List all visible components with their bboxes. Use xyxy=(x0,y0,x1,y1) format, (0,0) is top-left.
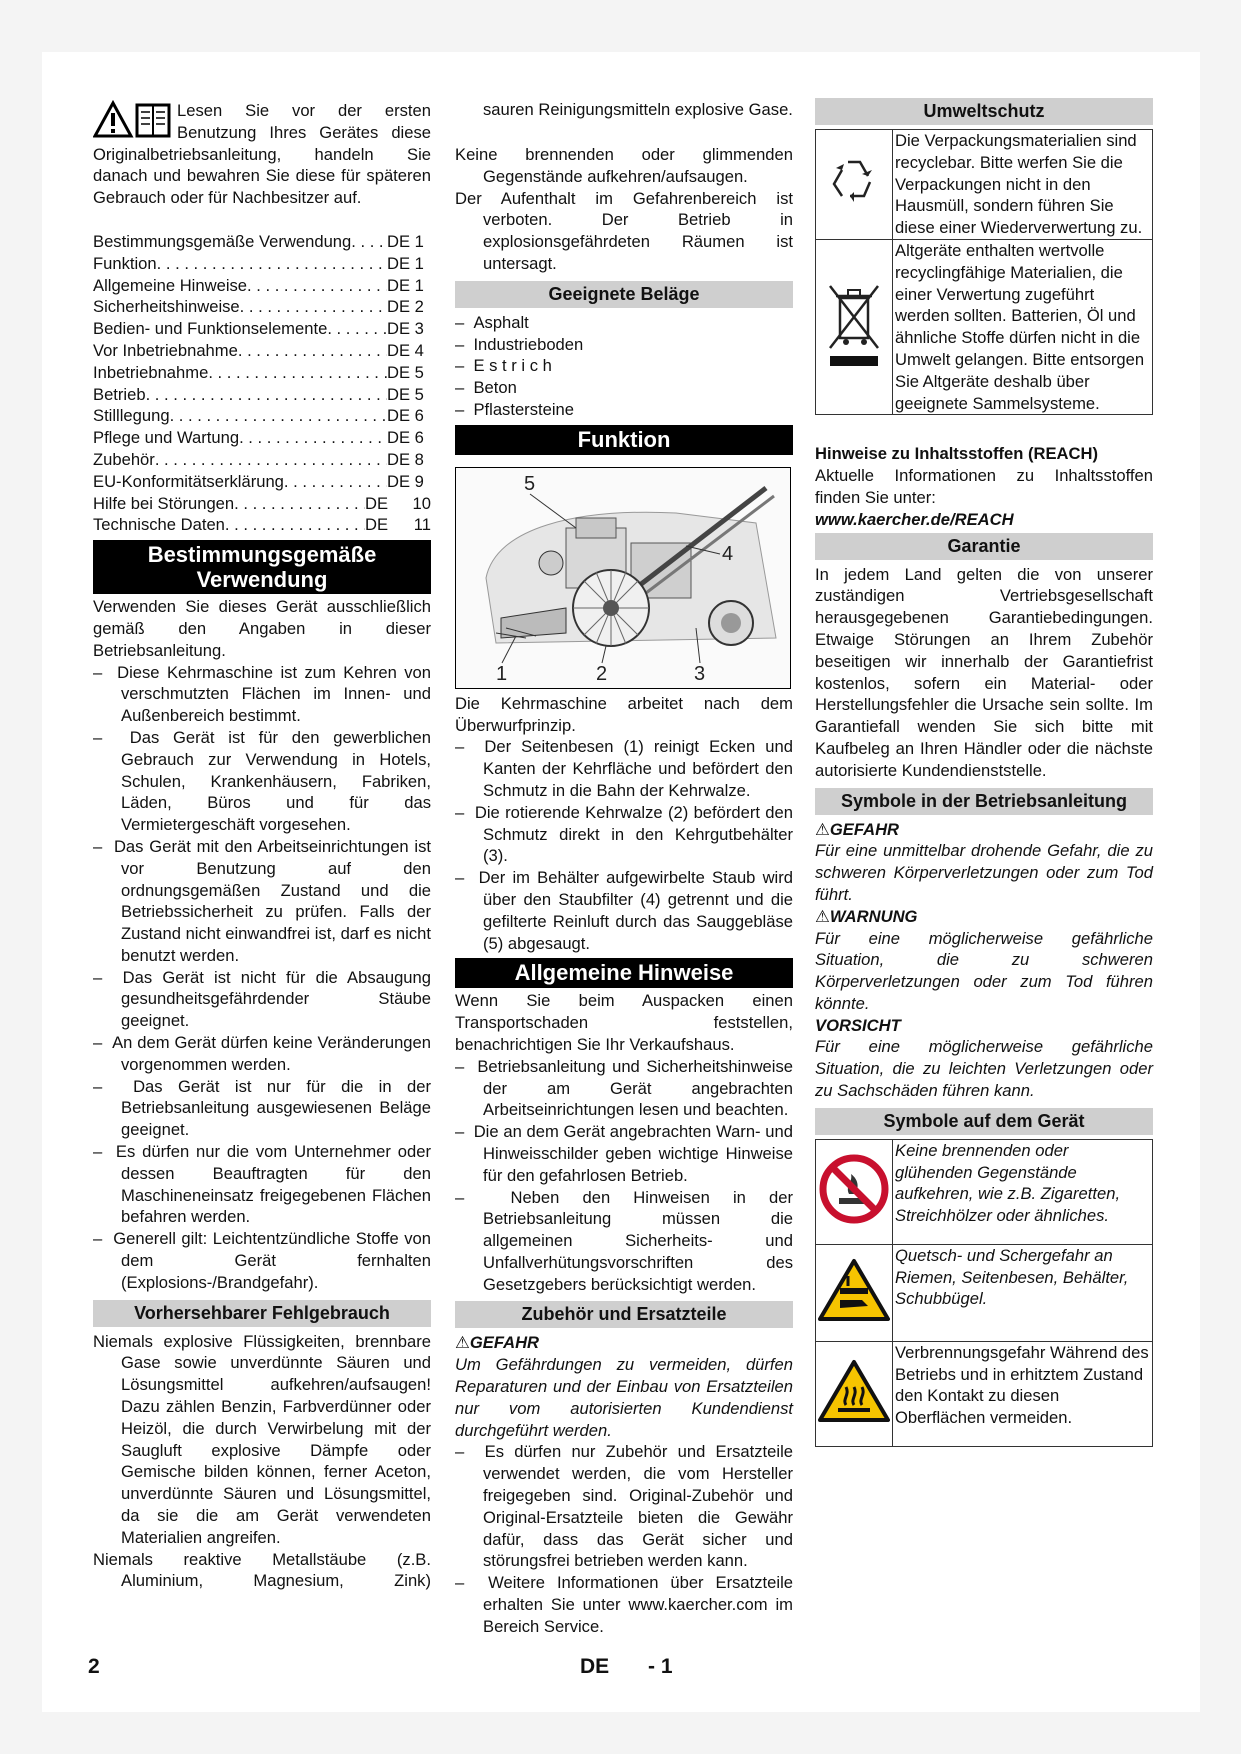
recycling-icon xyxy=(816,130,893,240)
section-heading-bestimmung xyxy=(93,540,431,594)
list-item: – Generell gilt: Leichtentzündliche Stoffe von dem Gerät fernhalten (Explosions-/Brandgefahr). xyxy=(93,1229,431,1292)
footer-page-number: 2 xyxy=(88,1655,100,1678)
umwelt-row-recycling xyxy=(816,130,1153,240)
toc-leader xyxy=(225,514,365,536)
section-heading-symbole-geraet: Symbole auf dem Gerät xyxy=(815,1108,1153,1135)
column-right xyxy=(815,100,1153,1447)
section-heading-zubehoer: Zubehör und Ersatzteile xyxy=(455,1301,793,1328)
toc-page-number: 10 xyxy=(412,493,431,513)
zubehoer-list xyxy=(455,1441,793,1637)
list-item: – Pflastersteine xyxy=(455,399,574,419)
column-left xyxy=(93,100,431,1593)
section-heading-umwelt: Umweltschutz xyxy=(815,98,1153,125)
funktion-list xyxy=(455,736,793,954)
symbol-text-2: Quetsch- und Schergefahr an Riemen, Seitenbesen, Behälter, Schubbügel. xyxy=(893,1244,1153,1341)
bestimmung-intro: Verwenden Sie dieses Gerät ausschließlich gemäß den Angaben in dieser Betriebsanleitung. xyxy=(93,597,431,660)
list-item: – Das Gerät ist nur für die in der Betriebsanleitung ausgewiesenen Beläge geeignet. xyxy=(93,1076,431,1140)
toc-entry[interactable] xyxy=(93,449,431,471)
garantie-text: In jedem Land gelten die von unserer zuständigen Vertriebsgesellschaft herausgegebenen Garantiebedingungen. Etwaige Störungen an Ihrem Zubehör beseitigen wir innerhalb der Garantiefrist kostenlos, sofern ein Material- oder Herstellungsfehler die Ursache sein sollte. Im Garantiefall wenden Sie sich bitte mit Kaufbeleg an Ihren Händler oder die nächste autorisierte Kundendienststelle. xyxy=(815,564,1153,780)
warning-manual-icon xyxy=(93,100,173,142)
list-item: – Die rotierende Kehrwalze (2) befördert den Schmutz direkt in den Kehrgutbehälter (3). xyxy=(455,802,793,866)
list-item: – Betriebsanleitung und Sicherheitshinweise der am Gerät angebrachten Arbeitseinrichtungen lesen und beachten. xyxy=(455,1056,793,1120)
symbole-geraet-table xyxy=(815,1139,1153,1447)
list-item: Keine brennenden oder glimmenden Gegenstände aufkehren/aufsaugen. xyxy=(455,145,793,186)
toc-page: DE 4 xyxy=(387,340,424,360)
toc-entry[interactable] xyxy=(93,318,431,340)
section-heading-symbole-anleitung: Symbole in der Betriebsanleitung xyxy=(815,788,1153,815)
toc-title: Inbetriebnahme xyxy=(93,362,209,382)
toc-entry[interactable] xyxy=(93,231,431,253)
list-item: – Weitere Informationen über Ersatzteile erhalten Sie unter www.kaercher.com im Bereich Service. xyxy=(455,1573,793,1636)
toc-leader xyxy=(240,296,387,318)
toc-leader xyxy=(247,275,387,297)
toc-page: DE 6 xyxy=(387,406,424,426)
footer-language: DE xyxy=(580,1655,610,1678)
toc-page: DE 6 xyxy=(387,428,424,448)
intro-block xyxy=(93,100,431,209)
toc-page: DE 8 xyxy=(387,449,424,469)
signal-description: Für eine unmittelbar drohende Gefahr, die zu schweren Körperverletzungen oder zum Tod führt. xyxy=(815,841,1153,904)
column-middle xyxy=(455,100,793,1638)
reach-heading: Hinweise zu Inhaltsstoffen (REACH) xyxy=(815,444,1099,464)
toc-page: DE 1 xyxy=(387,253,424,273)
list-item: – Beton xyxy=(455,378,517,398)
signal-description: Für eine möglicherweise gefährliche Situation, die zu schweren Körperverletzungen oder zum Tod führen könnte. xyxy=(815,928,1153,1013)
toc-title: Technische Daten xyxy=(93,515,225,535)
symbol-text-3: Verbrennungsgefahr Während des Betriebs und in erhitztem Zustand den Kontakt zu diesen Oberflächen vermeiden. xyxy=(893,1341,1153,1446)
toc-title: Zubehör xyxy=(93,449,155,469)
list-item-continued: sauren Reinigungsmitteln explosive Gase. xyxy=(483,100,793,120)
toc-entry[interactable] xyxy=(93,471,431,493)
toc-entry[interactable] xyxy=(93,405,431,427)
signal-label: VORSICHT xyxy=(815,1015,901,1035)
toc-page: DE xyxy=(365,515,389,535)
belaege-list xyxy=(455,312,793,421)
toc-leader xyxy=(157,253,387,275)
toc-title: Sicherheitshinweise xyxy=(93,297,240,317)
toc-title: Betrieb xyxy=(93,384,146,404)
warning-triangle-icon: ⚠ xyxy=(455,1333,470,1353)
section-heading-belaege: Geeignete Beläge xyxy=(455,281,793,308)
figure-label-1: 1 xyxy=(496,662,508,685)
list-item: – Neben den Hinweisen in der Betriebsanleitung müssen die allgemeinen Sicherheits- und Unfallverhütungsvorschriften des Gesetzgebers berücksichtigt werden. xyxy=(455,1187,793,1294)
toc-leader xyxy=(234,493,365,515)
list-item: – Das Gerät ist nicht für die Absaugung gesundheitsgefährdender Stäube geeignet. xyxy=(93,967,431,1031)
signal-label: GEFAHR xyxy=(829,819,900,839)
list-item: Niemals reaktive Metallstäube (z.B. Aluminium, Magnesium, Zink) xyxy=(93,1549,431,1591)
symbol-row-hot xyxy=(816,1341,1153,1446)
funktion-intro: Die Kehrmaschine arbeitet nach dem Überwurfprinzip. xyxy=(455,693,793,735)
figure-label-4: 4 xyxy=(722,542,734,565)
symbol-row-crush xyxy=(816,1244,1153,1341)
toc-title: Bestimmungsgemäße Verwendung xyxy=(93,231,352,251)
toc-entry[interactable] xyxy=(93,253,431,275)
toc-page: DE xyxy=(365,493,389,513)
figure-label-2: 2 xyxy=(596,662,608,685)
section-heading-allgemein: Allgemeine Hinweise xyxy=(455,958,793,988)
list-item: – Das Gerät ist für den gewerblichen Gebrauch zur Verwendung in Hotels, Schulen, Krankenhäusern, Fabriken, Läden, Büros und für das Vermietergeschäft vorgesehen. xyxy=(93,727,431,835)
list-item: – E s t r i c h xyxy=(455,356,552,376)
toc-leader xyxy=(238,340,387,362)
umwelt-table xyxy=(815,129,1153,415)
machine-figure xyxy=(455,467,791,689)
toc-page: DE 5 xyxy=(387,362,424,382)
list-item: – Die an dem Gerät angebrachten Warn- und Hinweisschilder geben wichtige Hinweise für den gefahrlosen Betrieb. xyxy=(455,1122,793,1185)
no-burning-objects-icon xyxy=(816,1139,893,1244)
toc-entry[interactable] xyxy=(93,514,431,536)
symbol-row-no-fire xyxy=(816,1139,1153,1244)
warning-triangle-icon: ⚠ xyxy=(815,906,830,926)
crush-hazard-icon xyxy=(816,1244,893,1341)
toc-leader xyxy=(155,449,387,471)
list-item: – Der im Behälter aufgewirbelte Staub wird über den Staubfilter (4) getrennt und die gefilterte Reinluft durch das Sauggebläse (5) abgesaugt. xyxy=(455,868,793,953)
toc-entry[interactable] xyxy=(93,384,431,406)
toc-entry[interactable] xyxy=(93,362,431,384)
signal-word: GEFAHR xyxy=(469,1333,540,1353)
signal-description: Für eine möglicherweise gefährliche Situation, die zu leichten Verletzungen oder zu Sachschäden führen kann. xyxy=(815,1037,1153,1101)
toc-title: Funktion xyxy=(93,253,157,273)
toc-page: DE 1 xyxy=(387,231,424,251)
list-item: – Das Gerät mit den Arbeitseinrichtungen ist vor Benutzung auf den ordnungsgemäßen Zustand und die Betriebssicherheit zu prüfen. Falls der Zustand nicht einwandfrei ist, darf es nicht benutzt werden. xyxy=(93,836,431,965)
list-item: – An dem Gerät dürfen keine Veränderungen vorgenommen werden. xyxy=(93,1033,431,1074)
fehlgebrauch-list-col1 xyxy=(93,1331,431,1593)
umwelt-row-weee xyxy=(816,239,1153,414)
figure-label-3: 3 xyxy=(694,662,706,685)
hot-surface-icon xyxy=(816,1341,893,1446)
signal-word xyxy=(815,906,1153,928)
toc-page: DE 9 xyxy=(387,471,424,491)
toc-title: Vor Inbetriebnahme xyxy=(93,340,238,360)
toc-leader xyxy=(351,231,387,253)
toc-title: Hilfe bei Störungen xyxy=(93,493,235,513)
toc-page-number: 11 xyxy=(413,515,431,535)
reach-link[interactable]: www.kaercher.de/REACH xyxy=(815,509,1014,529)
heading-line-1: Bestimmungsgemäße xyxy=(147,542,377,568)
allgemein-intro: Wenn Sie beim Auspacken einen Transportschaden feststellen, benachrichtigen Sie Ihr Verkaufshaus. xyxy=(455,991,793,1054)
toc-entry[interactable] xyxy=(93,296,431,318)
section-heading-fehlgebrauch: Vorhersehbarer Fehlgebrauch xyxy=(93,1300,431,1327)
toc-leader xyxy=(284,471,387,493)
list-item: – Asphalt xyxy=(455,312,529,332)
toc-leader xyxy=(208,362,387,384)
toc-entry[interactable] xyxy=(93,427,431,449)
toc-page: DE 1 xyxy=(387,275,424,295)
symbol-text-1: Keine brennenden oder glühenden Gegenstände aufkehren, wie z.B. Zigaretten, Streichhölzer oder ähnliches. xyxy=(893,1139,1153,1244)
toc-entry[interactable] xyxy=(93,493,431,515)
intro-text: Lesen Sie vor der ersten Benutzung Ihres Gerätes diese Originalbetriebsanleitung, handeln Sie danach und bewahren Sie diese für späteren Gebrauch oder für Nachbesitzer auf. xyxy=(93,101,431,208)
toc-title: Allgemeine Hinweise xyxy=(93,275,248,295)
toc-entry[interactable] xyxy=(93,340,431,362)
signal-word xyxy=(815,1015,1153,1037)
toc-page: DE 5 xyxy=(387,384,424,404)
toc-title: Stilllegung xyxy=(93,406,170,426)
list-item: – Es dürfen nur Zubehör und Ersatzteile verwendet werden, die vom Hersteller freigegeben sind. Original-Zubehör und Original-Ersatzteile bieten die Gewähr dafür, dass das Gerät sicher und störungsfrei betrieben werden kann. xyxy=(455,1442,793,1571)
footer-section-number: - 1 xyxy=(648,1655,673,1678)
symbole-anleitung-list xyxy=(815,819,1153,1102)
heading-line-2: Verwendung xyxy=(196,567,328,593)
reach-text: Aktuelle Informationen zu Inhaltsstoffen finden Sie unter: xyxy=(815,466,1153,507)
toc-page: DE 3 xyxy=(387,319,424,339)
toc-leader xyxy=(146,384,387,406)
section-heading-funktion: Funktion xyxy=(455,425,793,455)
signal-label: WARNUNG xyxy=(829,906,918,926)
toc-page: DE 2 xyxy=(387,297,424,317)
toc-leader xyxy=(170,405,387,427)
allgemein-list xyxy=(455,1056,793,1296)
section-heading-garantie: Garantie xyxy=(815,533,1153,560)
toc-leader xyxy=(239,427,387,449)
warning-triangle-icon: ⚠ xyxy=(815,819,830,839)
toc-title: Pflege und Wartung xyxy=(93,428,240,448)
table-of-contents xyxy=(93,231,431,536)
list-item: – Der Seitenbesen (1) reinigt Ecken und Kanten der Kehrfläche und befördert den Schmutz in die Bahn der Kehrwalze. xyxy=(455,737,793,800)
figure-label-5: 5 xyxy=(524,472,536,495)
list-item: Niemals explosive Flüssigkeiten, brennbare Gase sowie unverdünnte Säuren und Lösungsmittel aufkehren/aufsaugen! Dazu zählen Benzin, Farbverdünner oder Heizöl, die durch Verwirbelung mit der Saugluft explosive Dämpfe oder Gemische bilden können, ferner Aceton, unverdünnte Säuren und Lösungsmittel, da sie die am Gerät verwendeten Materialien angreifen. xyxy=(93,1331,431,1547)
list-item: – Diese Kehrmaschine ist zum Kehren von verschmutzten Flächen im Innen- und Außenbereich bestimmt. xyxy=(93,662,431,726)
zubehoer-signal xyxy=(455,1332,793,1354)
signal-word xyxy=(815,819,1153,841)
list-item: – Es dürfen nur die vom Unternehmer oder dessen Beauftragten für den Maschineneinsatz freigegebenen Flächen befahren werden. xyxy=(93,1142,431,1227)
toc-title: Bedien- und Funktionselemente xyxy=(93,319,328,339)
toc-leader xyxy=(327,318,387,340)
umwelt-text-1: Die Verpackungsmaterialien sind recyclebar. Bitte werfen Sie die Verpackungen nicht in den Hausmüll, sondern führen Sie diese einer Wiederverwertung zu. xyxy=(893,130,1153,240)
list-item: – Industrieboden xyxy=(455,334,584,354)
list-item: Der Aufenthalt im Gefahrenbereich ist verboten. Der Betrieb in explosionsgefährdeten Räumen ist untersagt. xyxy=(455,188,793,273)
bestimmung-list xyxy=(93,662,431,1294)
crossed-bin-icon xyxy=(816,239,893,414)
fehlgebrauch-list-col2 xyxy=(455,100,793,275)
toc-entry[interactable] xyxy=(93,275,431,297)
zubehoer-warning: Um Gefährdungen zu vermeiden, dürfen Reparaturen und der Einbau von Ersatzteilen nur vom autorisierten Kundendienst durchgeführt werden. xyxy=(455,1355,793,1440)
toc-title: EU-Konformitätserklärung xyxy=(93,471,284,491)
umwelt-text-2: Altgeräte enthalten wertvolle recyclingfähige Materialien, die einer Verwertung zugeführt werden sollten. Batterien, Öl und ähnliche Stoffe dürfen nicht in die Umwelt gelangen. Bitte entsorgen Sie Altgeräte deshalb über geeignete Sammelsysteme. xyxy=(893,239,1153,414)
